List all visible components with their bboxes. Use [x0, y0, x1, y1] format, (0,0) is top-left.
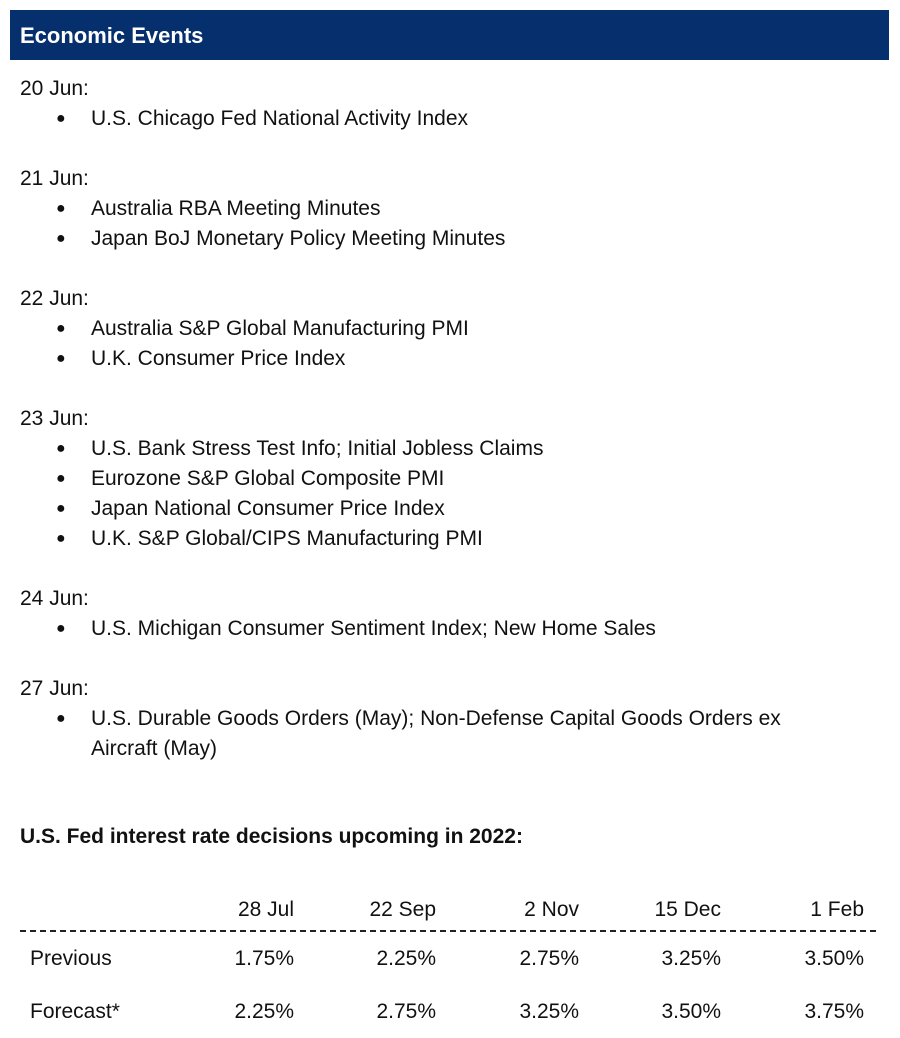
event-item: [20, 494, 851, 524]
table-cell: 3.50%: [804, 947, 864, 970]
table-cell: 3.25%: [661, 947, 721, 970]
day-label: 20 Jun:: [20, 77, 89, 100]
fed-section-title: U.S. Fed interest rate decisions upcoming in 2022:: [20, 825, 523, 848]
table-row: [20, 985, 876, 1038]
bullet-icon: ●: [56, 350, 66, 367]
day-block: [20, 674, 880, 764]
event-list: [20, 314, 880, 374]
event-item: [20, 104, 851, 134]
event-list: [20, 704, 880, 764]
day-label: 27 Jun:: [20, 677, 89, 700]
day-label: 24 Jun:: [20, 587, 89, 610]
event-item: [20, 614, 851, 644]
bullet-icon: ●: [56, 440, 66, 457]
event-item: [20, 344, 851, 374]
bullet-icon: ●: [56, 710, 66, 727]
day-block: [20, 404, 880, 554]
event-text: U.S. Bank Stress Test Info; Initial Jobless Claims: [91, 437, 544, 460]
event-text: Australia RBA Meeting Minutes: [91, 197, 381, 220]
day-label: 21 Jun:: [20, 167, 89, 190]
bullet-icon: ●: [56, 110, 66, 127]
event-item: [20, 224, 851, 254]
event-text: U.S. Chicago Fed National Activity Index: [91, 107, 469, 130]
bullet-icon: ●: [56, 230, 66, 247]
event-item: [20, 314, 851, 344]
day-block: [20, 164, 880, 254]
column-header: 22 Sep: [369, 898, 436, 921]
event-text: U.K. Consumer Price Index: [91, 347, 346, 370]
event-text: Eurozone S&P Global Composite PMI: [91, 467, 445, 490]
section-header: [10, 10, 889, 60]
bullet-icon: ●: [56, 620, 66, 637]
event-text: Japan National Consumer Price Index: [91, 497, 445, 520]
table-cell: 3.25%: [519, 1000, 579, 1023]
event-text: U.S. Michigan Consumer Sentiment Index; New Home Sales: [91, 617, 656, 640]
bullet-icon: ●: [56, 200, 66, 217]
bullet-icon: ●: [56, 530, 66, 547]
event-item: [20, 464, 851, 494]
bullet-icon: ●: [56, 470, 66, 487]
event-list: [20, 104, 880, 134]
column-header: 1 Feb: [810, 898, 864, 921]
event-text: U.K. S&P Global/CIPS Manufacturing PMI: [91, 527, 483, 550]
table-cell: 1.75%: [234, 947, 294, 970]
table-header-row: [20, 892, 876, 932]
row-label: Previous: [30, 947, 112, 970]
event-list: [20, 614, 880, 644]
column-header: 2 Nov: [524, 898, 579, 921]
day-block: [20, 74, 880, 134]
economic-events-list: [20, 74, 880, 794]
event-text: U.S. Durable Goods Orders (May); Non-Defense Capital Goods Orders ex Aircraft (May): [91, 707, 781, 760]
bullet-icon: ●: [56, 500, 66, 517]
column-header: 15 Dec: [654, 898, 721, 921]
event-list: [20, 194, 880, 254]
fed-rate-table: [20, 892, 876, 1038]
table-cell: 3.50%: [661, 1000, 721, 1023]
table-cell: 3.75%: [804, 1000, 864, 1023]
event-item: [20, 194, 851, 224]
column-header: 28 Jul: [237, 898, 294, 921]
event-text: Japan BoJ Monetary Policy Meeting Minutes: [91, 227, 506, 250]
row-label: Forecast*: [30, 1000, 120, 1023]
day-block: [20, 284, 880, 374]
event-list: [20, 434, 880, 554]
day-block: [20, 584, 880, 644]
event-text: Australia S&P Global Manufacturing PMI: [91, 317, 469, 340]
table-cell: 2.75%: [376, 1000, 436, 1023]
day-label: 22 Jun:: [20, 287, 89, 310]
table-cell: 2.25%: [376, 947, 436, 970]
table-cell: 2.75%: [519, 947, 579, 970]
event-item: [20, 434, 851, 464]
table-row: [20, 932, 876, 985]
event-item: [20, 524, 851, 554]
event-item: [20, 704, 851, 764]
bullet-icon: ●: [56, 320, 66, 337]
table-cell: 2.25%: [234, 1000, 294, 1023]
section-title: Economic Events: [20, 23, 204, 48]
day-label: 23 Jun:: [20, 407, 89, 430]
